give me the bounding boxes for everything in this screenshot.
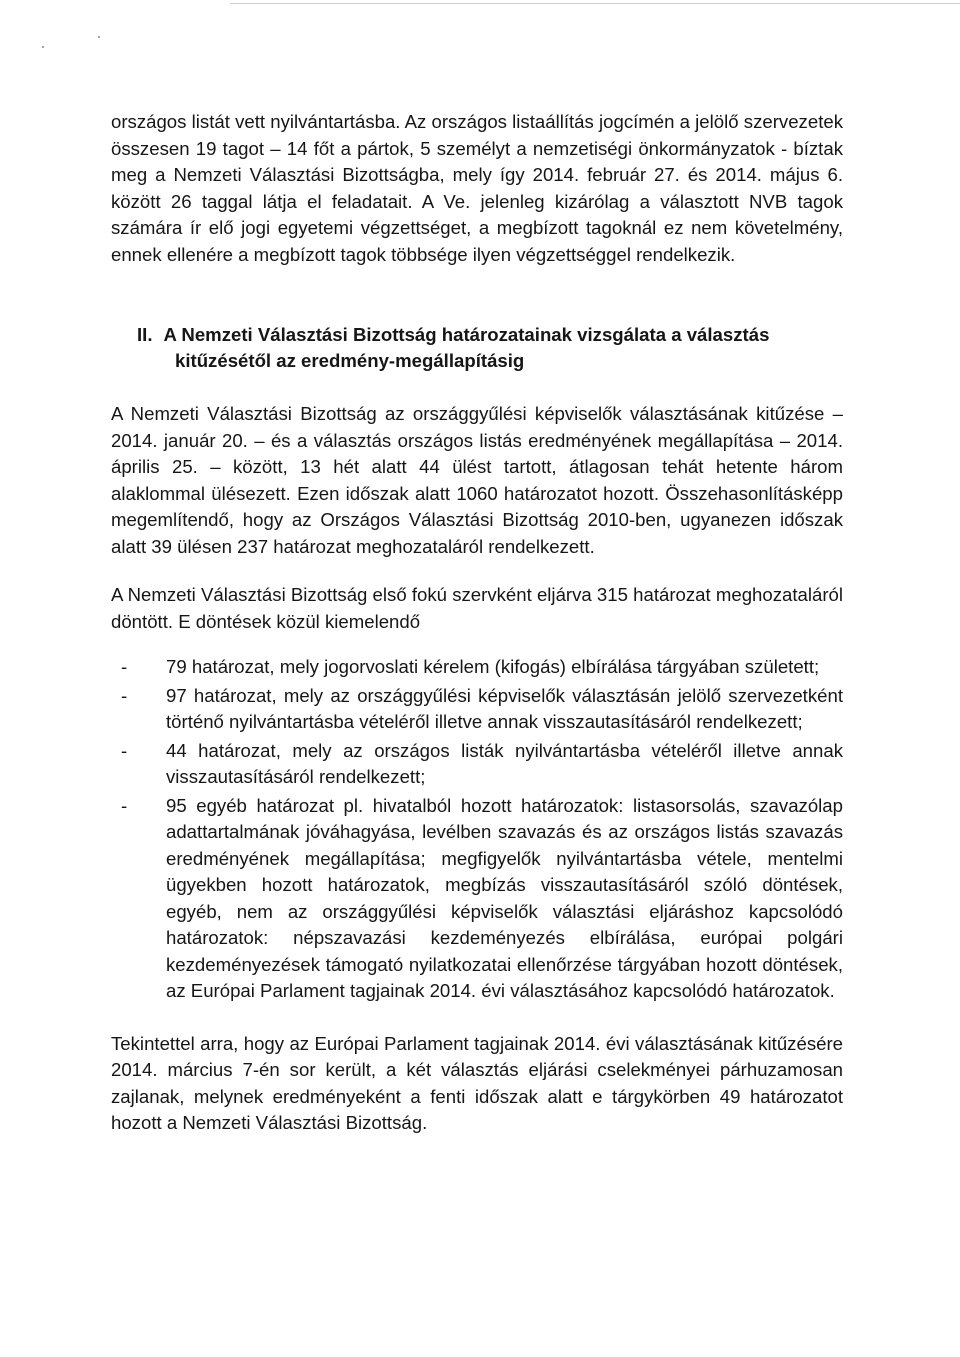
list-dash: - (121, 739, 128, 761)
scan-speck (98, 36, 100, 38)
list-item-text: 95 egyéb határozat pl. hivatalból hozott határozatok: listasorsolás, szavazólap adattartalmának jóváhagyása, levélben szavazás és az országos listás szavazás eredményének megállapítása; megfigyelők nyilvántartásba vétele, mentelmi ügyekben hozott határozatok, megbízás visszautasításáról szóló döntések, egyéb, nem az országgyűlési képviselők választási eljáráshoz kapcsolódó határozatok: népszavazási kezdeményezés elbírálása, európai polgári kezdeményezések támogató nyilatkozatai ellenőrzése tárgyában hozott döntések, az Európai Parlament tagjainak 2014. évi választásához kapcsolódó határozatok. (166, 794, 843, 1001)
page-body (111, 109, 843, 1137)
section-heading (111, 322, 843, 374)
list-dash: - (121, 794, 128, 816)
list-item (111, 654, 843, 681)
paragraph-decisions: A Nemzeti Választási Bizottság első fokú szervként eljárva 315 határozat meghozataláról döntött. E döntések közül kiemelendő (111, 584, 843, 632)
list-item-text: 79 határozat, mely jogorvoslati kérelem (kifogás) elbírálása tárgyában született; (166, 656, 820, 677)
scan-edge-line (230, 3, 960, 4)
section-title-line-1: A Nemzeti Választási Bizottság határozatainak vizsgálata a választás (163, 324, 770, 345)
intro-paragraph: országos listát vett nyilvántartásba. Az országos listaállítás jogcímén a jelölő szervezetek összesen 19 tagot – 14 főt a pártok, 5 személyt a nemzetiségi önkormányzatok - bíztak meg a Nemzeti Választási Bizottságba, mely így 2014. február 27. és 2014. május 6. között 26 taggal látja el feladatait. A Ve. jelenleg kizárólag a választott NVB tagok számára ír elő jogi egyetemi végzettséget, a megbízott tagoknál ez nem követelmény, ennek ellenére a megbízott tagok többsége ilyen végzettséggel rendelkezik. (111, 111, 843, 265)
list-dash: - (121, 656, 128, 677)
list-item (111, 738, 843, 791)
scan-speck (42, 46, 44, 48)
section-number: II. (137, 324, 153, 345)
list-item (111, 683, 843, 736)
decision-list (111, 654, 843, 1005)
list-item-text: 44 határozat, mely az országos listák nyilvántartásba vételéről illetve annak visszautasításáról rendelkezett; (166, 739, 843, 787)
list-dash: - (121, 684, 128, 706)
list-item-text: 97 határozat, mely az országgyűlési képviselők választásán jelölő szervezetként történő nyilvántartásba vételéről illetve annak visszautasításáról rendelkezett; (166, 684, 843, 732)
list-item (111, 793, 843, 1005)
paragraph-sessions: A Nemzeti Választási Bizottság az országgyűlési képviselők választásának kitűzése – 2014. január 20. – és a választás országos listás eredményének megállapítása – 2014. április 25. – között, 13 hét alatt 44 ülést tartott, átlagosan tehát hetente három alaklommal ülésezett. Ezen időszak alatt 1060 határozatot hozott. Összehasonlításképp megemlítendő, hogy az Országos Választási Bizottság 2010-ben, ugyanezen időszak alatt 39 ülésen 237 határozat meghozataláról rendelkezett. (111, 403, 843, 557)
paragraph-ep-election: Tekintettel arra, hogy az Európai Parlament tagjainak 2014. évi választásának kitűzésére 2014. március 7-én sor került, a két választás eljárási cselekményei párhuzamosan zajlanak, melynek eredményeként a fenti időszak alatt e tárgykörben 49 határozatot hozott a Nemzeti Választási Bizottság. (111, 1032, 843, 1133)
section-title-line-2: kitűzésétől az eredmény-megállapításig (175, 350, 525, 371)
